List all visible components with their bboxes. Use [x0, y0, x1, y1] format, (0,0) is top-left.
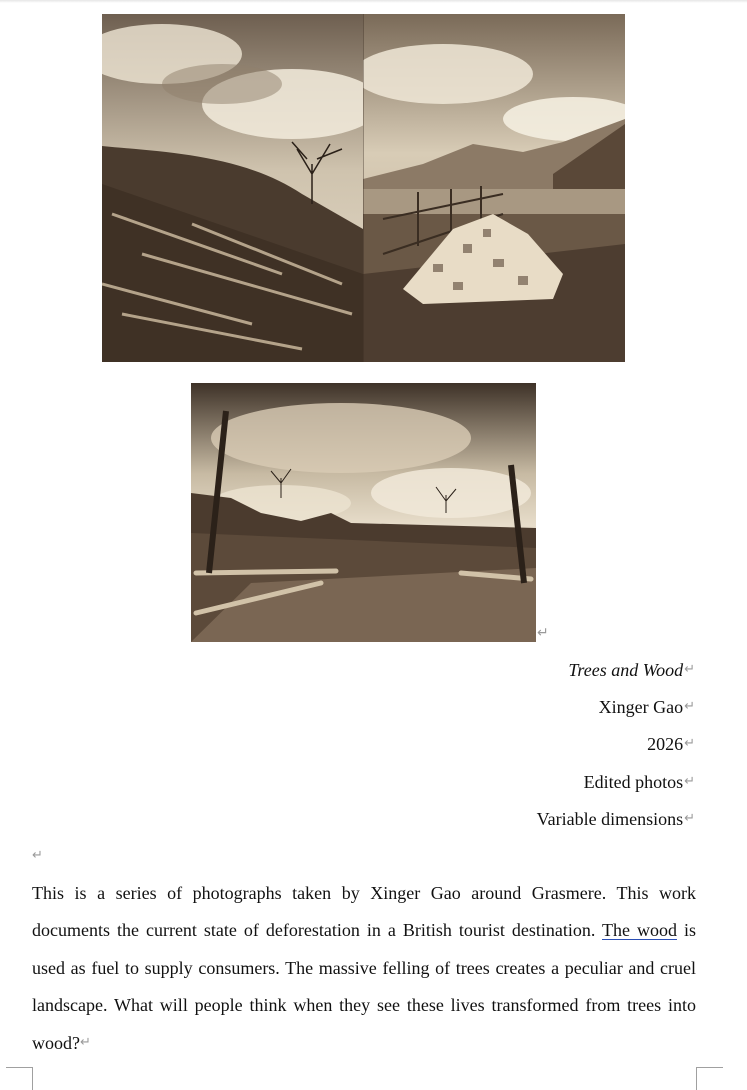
artwork-dimensions — [537, 809, 695, 829]
photo-woodpile — [363, 14, 625, 362]
margin-corner-left — [6, 1067, 33, 1090]
paragraph-mark: ↵ — [684, 811, 695, 826]
paragraph-mark: ↵ — [684, 774, 695, 789]
artwork-medium-text: Edited photos — [583, 772, 684, 792]
artwork-medium — [584, 772, 695, 792]
artwork-dimensions-text: Variable dimensions — [536, 809, 684, 829]
paragraph-mark: ↵ — [684, 699, 695, 714]
description-text-end: is used as fuel to supply consumers. The massive felling of trees creates a peculiar and cruel landscape. What will people think when they see these lives transformed from trees into wood? — [32, 920, 696, 1054]
artist-name-text: Xinger Gao — [598, 697, 684, 717]
photo-felled-clearing — [191, 383, 536, 642]
page-top-edge — [0, 0, 747, 3]
artwork-title-text: Trees and Wood — [568, 660, 684, 680]
paragraph-mark-photos: ↵ — [537, 625, 549, 641]
description-text-start: This is a series of photographs taken by Xinger Gao around Grasmere. This work documents the current state of deforestation in a British tourist destination. — [32, 883, 696, 941]
margin-corner-right — [696, 1067, 723, 1090]
paragraph-mark-empty-line: ↵ — [32, 848, 43, 863]
underlined-phrase[interactable]: The wood — [602, 920, 677, 941]
paragraph-mark: ↵ — [684, 662, 695, 677]
photo-felled-hillside — [102, 14, 363, 362]
artwork-year-text: 2026 — [647, 734, 684, 754]
artist-name — [599, 697, 695, 717]
artwork-title — [568, 660, 695, 680]
description-paragraph — [32, 875, 696, 1062]
artwork-year — [647, 734, 695, 754]
paragraph-mark: ↵ — [80, 1035, 91, 1051]
paragraph-mark: ↵ — [684, 736, 695, 751]
